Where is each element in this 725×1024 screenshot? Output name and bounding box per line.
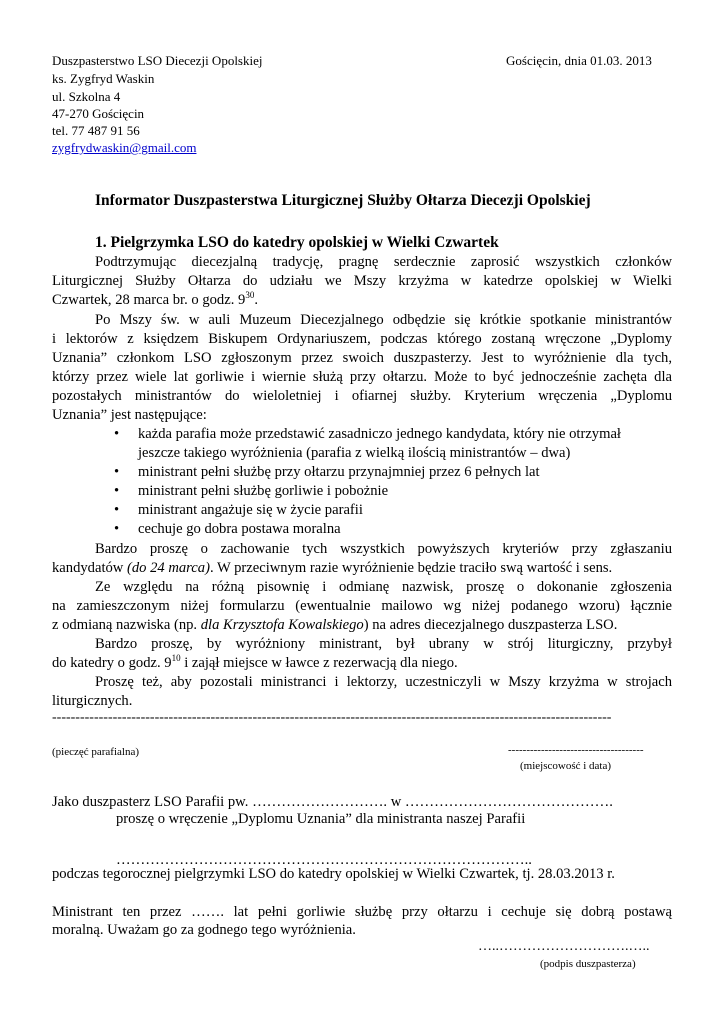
para2-line6: Uznania” jest następujące: — [52, 407, 207, 423]
para4-line3: z odmianą nazwiska (np. dla Krzysztofa Kowalskiego) na adres diecezjalnego duszpasterza LSO. — [52, 617, 618, 633]
para2-line1: Po Mszy św. w auli Muzeum Diecezjalnego odbędzie się krótkie spotkanie ministrantów — [95, 312, 672, 328]
para1-line1: Podtrzymując diecezjalną tradycję, pragnę serdecznie zaprosić wszystkich członków — [95, 254, 672, 270]
bullet-icon: • — [114, 426, 120, 442]
para5-line1: Bardzo proszę, by wyróżniony ministrant, był ubrany w strój liturgiczny, przybył — [95, 636, 672, 652]
para4-line1: Ze względu na różną pisownię i odmianę nazwisk, proszę o dokonanie zgłoszenia — [95, 579, 672, 595]
bullet-icon: • — [114, 521, 120, 537]
para1-line2: Liturgicznej Służby Ołtarza do udziału we Mszy krzyżma w katedrze opolskiej w Wielki — [52, 273, 672, 289]
para2-line4: którzy przez wiele lat gorliwie i wiernie służą przy ołtarzu. Może to być jednocześnie zachęta dla — [52, 369, 672, 385]
document-title: Informator Duszpasterstwa Liturgicznej Służby Ołtarza Diecezji Opolskiej — [95, 192, 591, 209]
section-title: 1. Pielgrzymka LSO do katedry opolskiej w Wielki Czwartek — [95, 234, 499, 251]
place-date: Gościęcin, dnia 01.03. 2013 — [506, 53, 652, 68]
minister-name-field[interactable]: ………………………………………………………………………….. — [116, 852, 532, 868]
email-link[interactable]: zygfrydwaskin@gmail.com — [52, 140, 197, 155]
org-name: Duszpasterstwo LSO Diecezji Opolskiej — [52, 53, 263, 68]
form-parish-line[interactable]: Jako duszpasterz LSO Parafii pw. ………………………. w ……………………………………. — [52, 794, 613, 810]
form-worthy-line: moralną. Uważam go za godnego tego wyróżnienia. — [52, 922, 356, 938]
street-address: ul. Szkolna 4 — [52, 89, 121, 104]
form-years-line[interactable]: Ministrant ten przez ……. lat pełni gorliwie służbę przy ołtarzu i cechuje się dobrą postawą — [52, 904, 672, 920]
para5-line2: do katedry o godz. $9^{10}$ i zajął miejsce w ławce z rezerwacją dla niego. — [52, 653, 458, 671]
para3-line1: Bardzo proszę o zachowanie tych wszystkich powyższych kryteriów przy zgłaszaniu — [95, 541, 672, 557]
form-pilgrimage-line: podczas tegorocznej pielgrzymki LSO do katedry opolskiej w Wielki Czwartek, tj. 28.03.2013 r. — [52, 866, 615, 882]
priest-name: ks. Zygfryd Waskin — [52, 71, 155, 86]
bullet-icon: • — [114, 502, 120, 518]
para3-line2: kandydatów (do 24 marca). W przeciwnym razie wyróżnienie będzie traciło swą wartość i sens. — [52, 560, 613, 576]
signature-field[interactable]: …..……………………….….. — [478, 939, 650, 954]
form-request-line: proszę o wręczenie „Dyplomu Uznania” dla ministranta naszej Parafii — [116, 811, 526, 827]
place-date-field[interactable]: ------------------------------------- — [508, 744, 644, 756]
bullet-icon: • — [114, 464, 120, 480]
cut-line-separator: ------------------------------------------------------------------------------------------------------------------------ — [52, 710, 612, 725]
place-date-label: (miejscowość i data) — [520, 760, 612, 772]
para6-line2: liturgicznych. — [52, 693, 133, 709]
para6-line1: Proszę też, aby pozostali ministranci i lektorzy, uczestniczyli w Mszy krzyżma w strojach — [95, 674, 672, 690]
city-address: 47-270 Gościęcin — [52, 106, 145, 121]
para2-line3: Uznania” członkom LSO zgłoszonym przez swoich duszpasterzy. Jest to wyróżnienie dla tych, — [52, 350, 672, 366]
signature-label: (podpis duszpasterza) — [540, 958, 636, 970]
phone-number: tel. 77 487 91 56 — [52, 123, 140, 138]
para2-line2: i lektorów z księdzem Biskupem Ordynariuszem, podczas którego zostaną wręczone „Dyplomy — [52, 331, 672, 347]
stamp-label: (pieczęć parafialna) — [52, 746, 140, 758]
para4-line2: na zamieszczonym niżej formularzu (ewentualnie mailowo wg niżej podanego wzoru) łącznie — [52, 598, 672, 614]
bullet-icon: • — [114, 483, 120, 499]
para1-line3: Czwartek, 28 marca br. o godz. $9^{30}$. — [52, 290, 258, 308]
para2-line5: pozostałych ministrantów do wieloletniej i ofiarnej służby. Kryterium wręczenia „Dyplomu — [52, 388, 672, 404]
